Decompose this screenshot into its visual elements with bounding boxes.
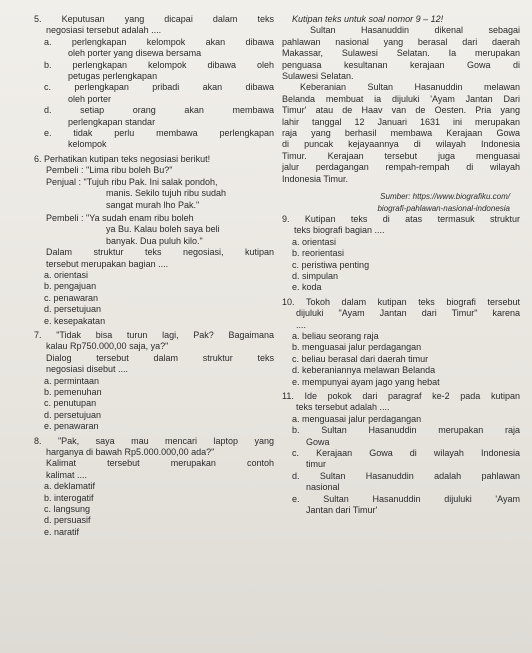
option-text: oleh porter <box>68 93 112 104</box>
passage-text: penguasa kesultanan kerajaan Gowa di <box>282 59 520 70</box>
question-number: 7. <box>34 329 42 340</box>
question-text: Kutipan teks di atas termasuk struktur <box>304 213 520 224</box>
question-text: dijuluki "Ayam Jantan dari Timur" karena <box>296 308 520 319</box>
passage-text: Indonesia Timur. <box>282 173 349 184</box>
option-e: e. penawaran <box>44 421 99 432</box>
dialog-line: manis. Sekilo tujuh ribu sudah <box>106 188 227 199</box>
dialog-line: Pembeli : "Ya sudah enam ribu boleh <box>46 212 194 223</box>
option-b: b. pemenuhan <box>44 387 102 397</box>
source-citation: biografi-pahlawan-nasional-indonesia <box>377 203 510 213</box>
passage-text: Timur' atau de Haav van de Oesten. Pria yang <box>282 105 520 116</box>
option-text: Gowa <box>306 436 330 447</box>
dialog-line: ya Bu. Kalau boleh saya beli <box>106 224 220 235</box>
option-a: a. orientasi <box>44 269 89 280</box>
option-b: b. menguasai jalur perdagangan <box>292 342 422 353</box>
option-text: oleh porter yang disewa bersama <box>68 48 202 59</box>
question-text: Perhatikan kutipan teks negosiasi berikut! <box>44 153 211 164</box>
question-text: Dalam struktur teks negosiasi, kutipan <box>46 247 274 258</box>
option-d: d. persetujuan <box>44 409 102 420</box>
question-text: negosiasi tersebut adalah .... <box>46 25 162 36</box>
option-e: e. mempunyai ayam jago yang hebat <box>292 376 440 387</box>
question-text: "Pak, saya mau mencari laptop yang <box>57 435 274 446</box>
option-c: c. beliau berasal dari daerah timur <box>292 353 429 364</box>
option-e: e. kesepakatan <box>44 315 106 326</box>
passage <box>282 14 520 214</box>
question-number: 11. <box>282 391 294 401</box>
dialog-line: Pembeli : "Lima ribu boleh Bu?" <box>46 165 173 176</box>
question-number: 6. <box>34 153 42 164</box>
option-b: b. interogatif <box>44 492 94 503</box>
option-c: c. peristiwa penting <box>292 259 370 270</box>
passage-text: pahlawan nasional yang berasal dari daerah <box>282 36 520 47</box>
question-11 <box>282 391 520 516</box>
passage-text: Keberanian Sultan Hasanuddin melawan <box>300 82 520 93</box>
option-a: a. menguasai jalur perdagangan <box>292 413 422 424</box>
option-text: nasional <box>306 482 340 493</box>
option-text: Jantan dari Timur' <box>306 505 378 516</box>
question-text: tersebut merupakan bagian .... <box>46 258 169 269</box>
question-text: teks biografi bagian .... <box>294 225 385 236</box>
option-e: e. koda <box>292 282 322 293</box>
question-10 <box>282 297 520 388</box>
option-b: b. perlengkapan kelompok dibawa oleh <box>44 59 274 70</box>
option-d: d. Sultan Hasanuddin adalah pahlawan <box>292 470 520 481</box>
passage-text: Timur. Kerajaan tersebut juga menguasai <box>282 150 520 161</box>
option-b: b. reorientasi <box>292 248 345 259</box>
option-a: a. permintaan <box>44 375 100 386</box>
option-c: c. penawaran <box>44 292 99 303</box>
option-b: b. pengajuan <box>44 281 97 292</box>
question-5 <box>34 14 274 151</box>
passage-text: Sulawesi Selatan. <box>282 71 354 82</box>
option-d: d. setiap orang akan membawa <box>44 105 274 116</box>
option-b: b. Sultan Hasanuddin merupakan raja <box>292 425 520 436</box>
option-e: e. tidak perlu membawa perlengkapan <box>44 128 274 139</box>
left-column <box>34 14 274 538</box>
passage-text: lahir tanggal 12 Januari 1631 ini merupakan <box>282 116 520 127</box>
option-d: d. persetujuan <box>44 304 102 315</box>
question-text: .... <box>296 319 307 330</box>
question-text: Tokoh dalam kutipan teks biografi tersebut <box>305 296 520 307</box>
option-text: timur <box>306 459 326 470</box>
question-text: Keputusan yang dicapai dalam teks <box>61 14 274 24</box>
question-number: 10. <box>282 296 295 307</box>
source-citation: Sumber: https://www.biografiku.com/ <box>380 192 510 202</box>
dialog-line: sangat murah lho Pak." <box>106 199 200 210</box>
option-c: c. penutupan <box>44 398 97 409</box>
option-d: d. keberaniannya melawan Belanda <box>292 365 436 376</box>
option-d: d. simpulan <box>292 270 339 281</box>
question-6 <box>34 154 274 327</box>
option-text: petugas perlengkapan <box>68 71 158 82</box>
option-text: perlengkapan standar <box>68 116 156 127</box>
question-number: 9. <box>282 213 290 224</box>
question-text: harganya di bawah Rp5.000.000,00 ada?" <box>46 447 215 458</box>
dialog-line: banyak. Dua puluh kilo." <box>106 235 203 246</box>
question-text: Kalimat tersebut merupakan contoh <box>46 458 274 469</box>
question-number: 5. <box>34 14 42 24</box>
option-a: a. orientasi <box>292 236 337 247</box>
question-text: "Tidak bisa turun lagi, Pak? Bagaimana <box>56 329 274 340</box>
question-number: 8. <box>34 435 42 446</box>
option-a: a. perlengkapan kelompok akan dibawa <box>44 36 274 47</box>
option-text: kelompok <box>68 139 107 150</box>
option-e: e. naratif <box>44 526 80 537</box>
question-text: kalimat .... <box>46 469 88 480</box>
passage-text: di puncak kejayaannya di wilayah Indonesia <box>282 139 520 150</box>
option-a: a. deklamatif <box>44 481 96 492</box>
question-8 <box>34 436 274 539</box>
dialog-line: Penjual : "Tujuh ribu Pak. Ini salak pondoh, <box>46 176 218 187</box>
question-text: teks tersebut adalah .... <box>296 402 390 413</box>
question-text: Ide pokok dari paragraf ke-2 pada kutipan <box>304 391 520 401</box>
passage-heading: Kutipan teks untuk soal nomor 9 – 12! <box>292 14 444 24</box>
passage-text: Sultan Hasanuddin dikenal sebagai <box>310 25 520 36</box>
question-text: kalau Rp750.000,00 saja, ya?" <box>46 341 169 352</box>
passage-text: Makassar, Sulawesi Selatan. Ia merupakan <box>282 48 520 59</box>
question-7 <box>34 330 274 433</box>
right-column <box>282 14 520 516</box>
question-9 <box>282 214 520 294</box>
option-e: e. Sultan Hasanuddin dijuluki 'Ayam <box>292 493 520 504</box>
passage-text: Belanda membuat ia dijuluki 'Ayam Jantan Dari <box>282 93 520 104</box>
option-a: a. beliau seorang raja <box>292 330 379 341</box>
option-c: c. langsung <box>44 504 91 515</box>
option-d: d. persuasif <box>44 515 91 526</box>
passage-text: raja yang berhasil membawa Kerajaan Gowa <box>282 128 520 139</box>
question-text: negosiasi disebut .... <box>46 364 129 375</box>
passage-text: jalur perdagangan rempah-rempah di wilayah <box>282 162 520 173</box>
option-c: c. perlengkapan pribadi akan dibawa <box>44 82 274 93</box>
option-c: c. Kerajaan Gowa di wilayah Indonesia <box>292 448 520 459</box>
question-text: Dialog tersebut dalam struktur teks <box>46 352 274 363</box>
